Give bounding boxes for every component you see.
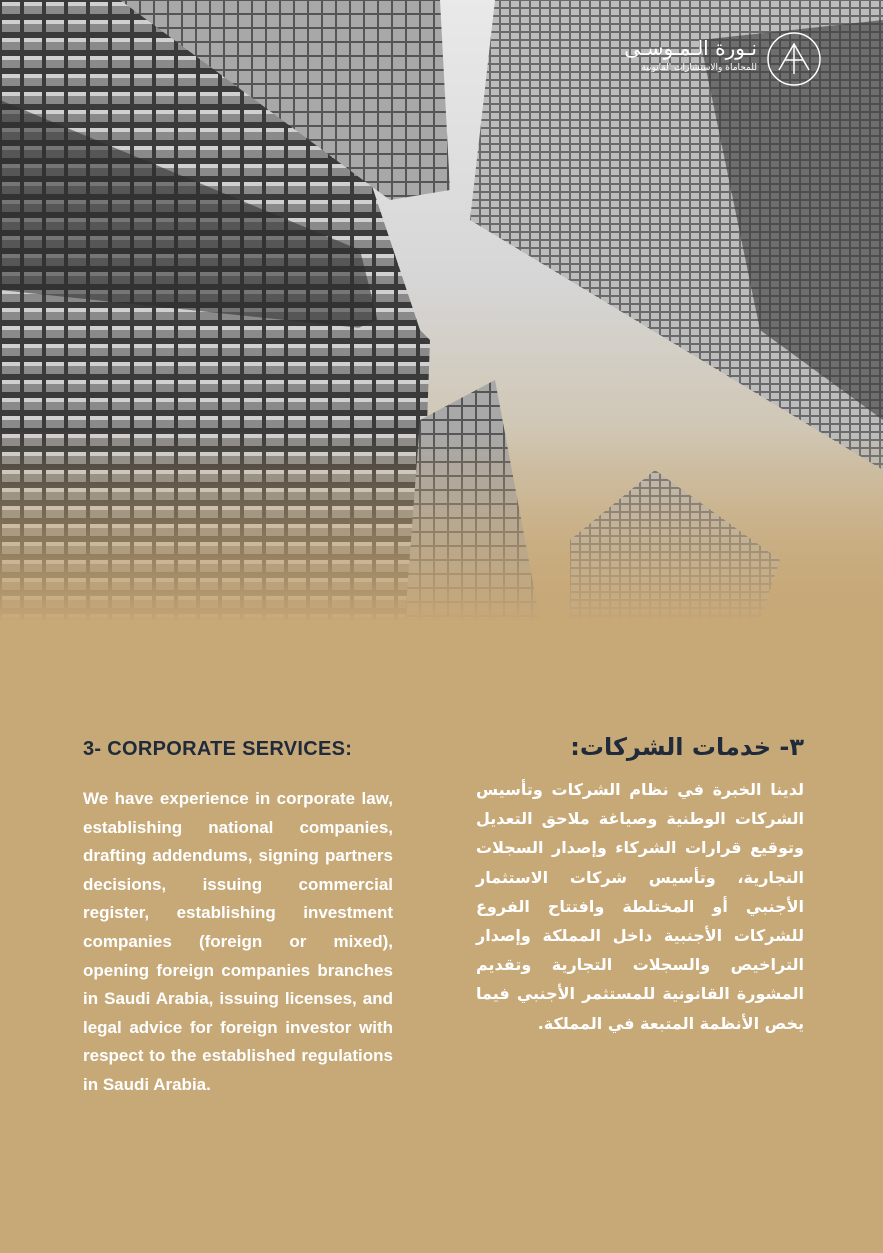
brand-subtitle: للمحاماة والاستشارات القانونية [641,63,757,73]
english-section [83,738,393,1100]
hero-photo [0,0,883,625]
arabic-title: ٣- خدمات الشركات: [570,733,804,761]
monogram-icon [765,30,823,88]
english-title: 3- CORPORATE SERVICES: [83,738,353,760]
english-body: We have experience in corporate law, establishing national companies, drafting addendums, signing partners decisions, issuing commercial register, establishing investment companies (foreign or mixed), opening foreign companies branches in Saudi Arabia, issuing licenses, and legal advice for foreign investor with respect to the established regulations in Saudi Arabia. [83,789,393,1094]
brand-logo [624,30,823,90]
arabic-body: لدينا الخبرة في نظام الشركات وتأسيس الشركات الوطنية وصياغة ملاحق التعديل وتوقيع قرارات الشركاء وإصدار السجلات التجارية، وتأسيس شركات الاستثمار الأجنبي أو المختلطة وافتتاح الفروع للشركات الأجنبية داخل المملكة وإصدار التراخيص والسجلات التجارية وتقديم المشورة القانونية للمستثمر الأجنبي فيما يخص الأنظمة المتبعة في المملكة. [476,780,804,1033]
arabic-section [476,733,804,1038]
skyscrapers-illustration [0,0,883,625]
brand-name: نـورة الـمـوسـى [624,36,757,60]
